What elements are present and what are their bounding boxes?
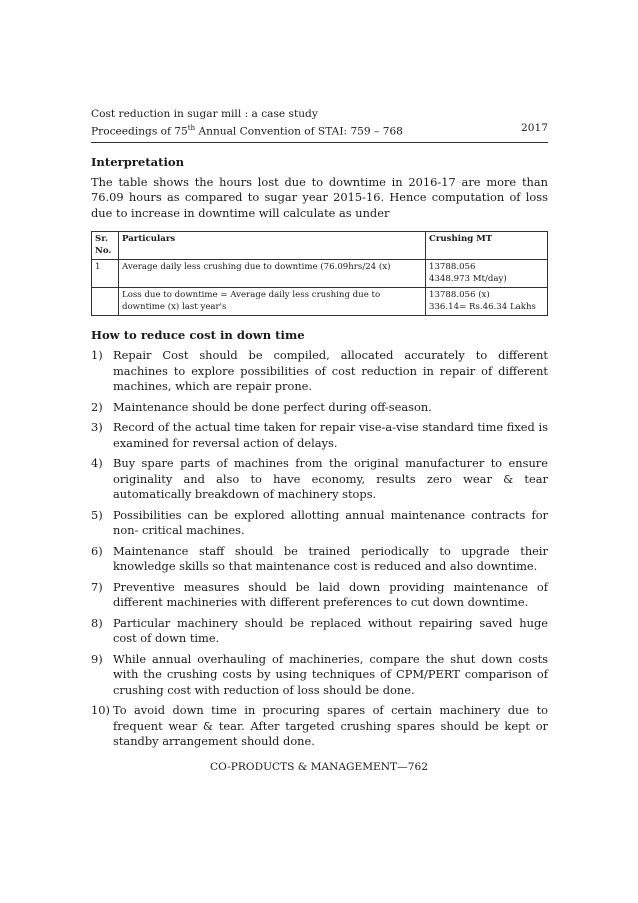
- header-year: 2017: [521, 122, 548, 134]
- col-header-crushing: Crushing MT: [426, 232, 548, 260]
- list-item: 9) While annual overhauling of machineries, compare the shut down costs with the crushing costs by using techniques of CPM/PERT comparison of crushing cost with reduction of loss should be done.: [91, 651, 548, 697]
- cell-crushing: 13788.056 4348.973 Mt/day): [426, 260, 548, 288]
- page-footer: CO-PRODUCTS & MANAGEMENT—762: [210, 761, 428, 773]
- cell-particulars: Average daily less crushing due to downtime (76.09hrs/24 (x): [119, 260, 426, 288]
- list-item: 4) Buy spare parts of machines from the original manufacturer to ensure originality and also to have economy, results zero wear & tear automatically breakdown of machinery stops.: [91, 456, 548, 502]
- list-item: 10) To avoid down time in procuring spares of certain machinery due to frequent wear & tear. After targeted crushing spares should be kept or standby arrangement should done.: [91, 703, 548, 749]
- cell-sr: [92, 288, 119, 316]
- list-item: 8) Particular machinery should be replaced without repairing saved huge cost of down time.: [91, 615, 548, 646]
- list-item: 7) Preventive measures should be laid down providing maintenance of different machineries with different preferences to cut down downtime.: [91, 579, 548, 610]
- list-item: 2) Maintenance should be done perfect during off-season.: [91, 399, 432, 414]
- reduce-list: [91, 348, 548, 750]
- list-item: 3) Record of the actual time taken for repair vise-a-vise standard time fixed is examined for reversal action of delays.: [91, 420, 548, 450]
- table-header-row: [92, 232, 548, 260]
- interpretation-heading: Interpretation: [91, 154, 185, 169]
- downtime-loss-table: [91, 231, 548, 316]
- header-rule: [91, 142, 548, 143]
- header-proceedings: Proceedings of 75th Annual Convention of STAI: 759 – 768: [91, 124, 403, 138]
- col-header-sr: Sr. No.: [92, 232, 119, 260]
- running-header: [91, 107, 548, 143]
- header-title: Cost reduction in sugar mill : a case study: [91, 108, 318, 120]
- interpretation-text: The table shows the hours lost due to downtime in 2016-17 are more than 76.09 hours as compared to sugar year 2015-16. Hence computation of loss due to increase in downtime will calculate as under: [91, 174, 548, 220]
- list-item: 6) Maintenance staff should be trained periodically to upgrade their knowledge skills so that maintenance cost is reduced and also downtime.: [91, 543, 548, 574]
- list-item: 1) Repair Cost should be compiled, allocated accurately to different machines to explore possibilities of cost reduction in repair of different machines, which are repair prone.: [91, 348, 548, 394]
- table-row: [92, 288, 548, 316]
- cell-sr: 1: [92, 260, 119, 288]
- reduce-heading: How to reduce cost in down time: [91, 328, 305, 343]
- page: [91, 107, 548, 755]
- cell-crushing: 13788.056 (x) 336.14= Rs.46.34 Lakhs: [426, 288, 548, 316]
- list-item: 5) Possibilities can be explored allotting annual maintenance contracts for non- critical machines.: [91, 507, 548, 538]
- cell-particulars: Loss due to downtime = Average daily less crushing due to downtime (x) last year's: [119, 288, 426, 316]
- table-row: [92, 260, 548, 288]
- col-header-particulars: Particulars: [119, 232, 426, 260]
